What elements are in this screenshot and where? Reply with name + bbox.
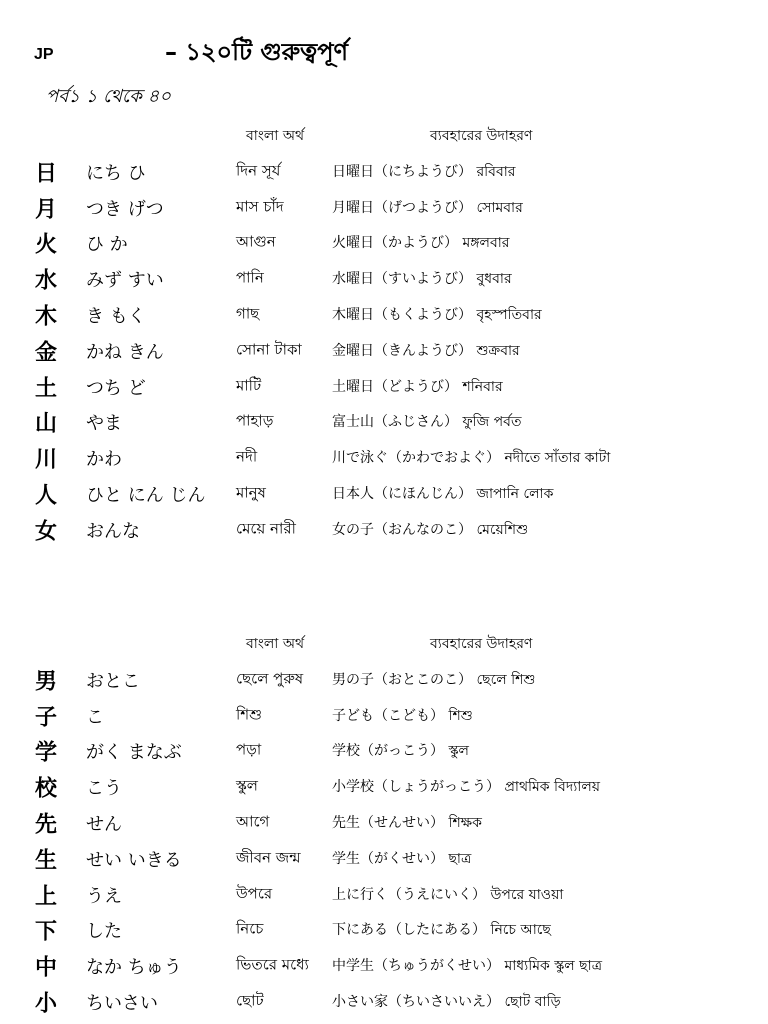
bangla-meaning: সোনা টাকা <box>236 340 302 359</box>
jp-label: JP <box>34 46 54 63</box>
kanji-row <box>0 877 768 913</box>
kanji-character: 子 <box>35 705 58 731</box>
kanji-character: 金 <box>35 340 58 366</box>
bangla-meaning: গাছ <box>236 304 260 323</box>
bangla-meaning: নিচে <box>236 919 264 938</box>
kanji-character: 女 <box>35 519 58 545</box>
kanji-character: 川 <box>35 447 58 473</box>
usage-example: 子ども（こども） শিশু <box>332 707 473 724</box>
kanji-row <box>0 805 768 841</box>
kanji-character: 生 <box>35 848 58 874</box>
page-title: – ১২০টি গুরুত্বপূর্ণ <box>165 38 349 66</box>
usage-example: 先生（せんせい） শিক্ষক <box>332 815 482 832</box>
usage-example: 学校（がっこう） স্কুল <box>332 743 469 760</box>
kanji-row <box>0 841 768 877</box>
usage-example: 学生（がくせい） ছাত্র <box>332 850 472 867</box>
bangla-meaning: মাস চাঁদ <box>236 197 284 216</box>
kanji-row <box>0 948 768 984</box>
usage-example: 男の子（おとこのこ） ছেলে শিশু <box>332 671 536 688</box>
kanji-reading: き もく <box>86 306 146 328</box>
kanji-reading: ちいさい <box>86 993 158 1015</box>
bangla-meaning: উপরে <box>236 884 273 903</box>
meaning-column-header: বাংলা অর্থ <box>246 636 305 652</box>
usage-example: 小学校（しょうがっこう） প্রাথমিক বিদ্যালয় <box>332 779 600 796</box>
bangla-meaning: আগুন <box>236 232 276 251</box>
kanji-character: 火 <box>35 232 58 258</box>
kanji-reading: にち ひ <box>86 162 146 184</box>
kanji-reading: した <box>86 921 122 943</box>
bangla-meaning: মানুষ <box>236 483 266 502</box>
kanji-character: 小 <box>35 991 58 1017</box>
kanji-character: 月 <box>35 197 58 223</box>
kanji-reading: やま <box>86 413 122 435</box>
bangla-meaning: দিন সূর্য <box>236 161 281 180</box>
usage-example: 水曜日（すいようび） বুধবার <box>332 271 512 288</box>
kanji-row <box>0 769 768 805</box>
bangla-meaning: পানি <box>236 268 264 287</box>
kanji-reading: ひと にん じん <box>86 485 206 507</box>
kanji-reading: かね きん <box>86 341 164 363</box>
kanji-row <box>0 190 768 226</box>
kanji-reading: みず すい <box>86 270 164 292</box>
kanji-character: 水 <box>35 268 58 294</box>
kanji-character: 校 <box>35 776 58 802</box>
kanji-character: 木 <box>35 304 58 330</box>
kanji-character: 山 <box>35 411 58 437</box>
kanji-row <box>0 297 768 333</box>
bangla-meaning: ছেলে পুরুষ <box>236 669 304 688</box>
kanji-row <box>0 369 768 405</box>
kanji-reading: うえ <box>86 885 122 907</box>
usage-example: 土曜日（どようび） শনিবার <box>332 378 503 395</box>
kanji-character: 学 <box>35 740 58 766</box>
kanji-character: 男 <box>35 669 58 695</box>
kanji-row <box>0 226 768 262</box>
example-column-header: ব্যবহারের উদাহরণ <box>430 128 533 144</box>
kanji-row <box>0 734 768 770</box>
example-column-header: ব্যবহারের উদাহরণ <box>430 636 533 652</box>
kanji-reading: ひ か <box>86 234 128 256</box>
bangla-meaning: নদী <box>236 447 258 466</box>
usage-example: 中学生（ちゅうがくせい） মাধ্যমিক স্কুল ছাত্র <box>332 958 603 975</box>
bangla-meaning: পড়া <box>236 740 262 759</box>
usage-example: 日本人（にほんじん） জাপানি লোক <box>332 486 554 503</box>
kanji-row <box>0 662 768 698</box>
kanji-reading: かわ <box>86 449 122 471</box>
bangla-meaning: জীবন জন্ম <box>236 848 301 867</box>
page-subtitle: পর্ব১ ১ থেকে ৪০ <box>46 86 171 107</box>
bangla-meaning: পাহাড় <box>236 411 274 430</box>
usage-example: 金曜日（きんようび） শুক্রবার <box>332 342 520 359</box>
usage-example: 日曜日（にちようび） রবিবার <box>332 163 516 180</box>
kanji-row <box>0 512 768 548</box>
kanji-table <box>0 662 768 1020</box>
kanji-row <box>0 440 768 476</box>
usage-example: 富士山（ふじさん） ফুজি পর্বত <box>332 414 522 431</box>
usage-example: 小さい家（ちいさいいえ） ছোট বাড়ি <box>332 994 561 1011</box>
usage-example: 木曜日（もくようび） বৃহস্পতিবার <box>332 307 542 324</box>
kanji-character: 土 <box>35 376 58 402</box>
kanji-reading: おんな <box>86 520 140 542</box>
kanji-character: 下 <box>35 919 58 945</box>
usage-example: 下にある（したにある） নিচে আছে <box>332 922 551 939</box>
kanji-reading: つち ど <box>86 377 146 399</box>
bangla-meaning: স্কুল <box>236 776 258 795</box>
kanji-row <box>0 261 768 297</box>
kanji-row <box>0 984 768 1020</box>
kanji-character: 人 <box>35 483 58 509</box>
kanji-row <box>0 698 768 734</box>
bangla-meaning: মেয়ে নারী <box>236 519 296 538</box>
kanji-row <box>0 913 768 949</box>
bangla-meaning: ছোট <box>236 991 264 1010</box>
kanji-reading: おとこ <box>86 670 140 692</box>
usage-example: 月曜日（げつようび） সোমবার <box>332 199 523 216</box>
kanji-character: 先 <box>35 812 58 838</box>
usage-example: 女の子（おんなのこ） মেয়েশিশু <box>332 521 529 538</box>
bangla-meaning: ভিতরে মধ্যে <box>236 955 309 974</box>
kanji-row <box>0 333 768 369</box>
kanji-reading: がく まなぶ <box>86 742 182 764</box>
kanji-row <box>0 476 768 512</box>
kanji-reading: せい いきる <box>86 849 182 871</box>
kanji-reading: こ <box>86 706 104 728</box>
kanji-table <box>0 154 768 548</box>
usage-example: 川で泳ぐ（かわでおよぐ） নদীতে সাঁতার কাটা <box>332 450 611 467</box>
kanji-reading: なか ちゅう <box>86 957 182 979</box>
kanji-character: 上 <box>35 884 58 910</box>
meaning-column-header: বাংলা অর্থ <box>246 128 305 144</box>
usage-example: 火曜日（かようび） মঙ্গলবার <box>332 235 510 252</box>
kanji-character: 日 <box>35 161 58 187</box>
kanji-row <box>0 154 768 190</box>
kanji-reading: つき げつ <box>86 198 164 220</box>
bangla-meaning: শিশু <box>236 705 263 724</box>
kanji-reading: こう <box>86 778 122 800</box>
bangla-meaning: আগে <box>236 812 270 831</box>
usage-example: 上に行く（うえにいく） উপরে যাওয়া <box>332 886 564 903</box>
kanji-character: 中 <box>35 955 58 981</box>
kanji-reading: せん <box>86 814 122 836</box>
kanji-row <box>0 405 768 441</box>
bangla-meaning: মাটি <box>236 376 262 395</box>
